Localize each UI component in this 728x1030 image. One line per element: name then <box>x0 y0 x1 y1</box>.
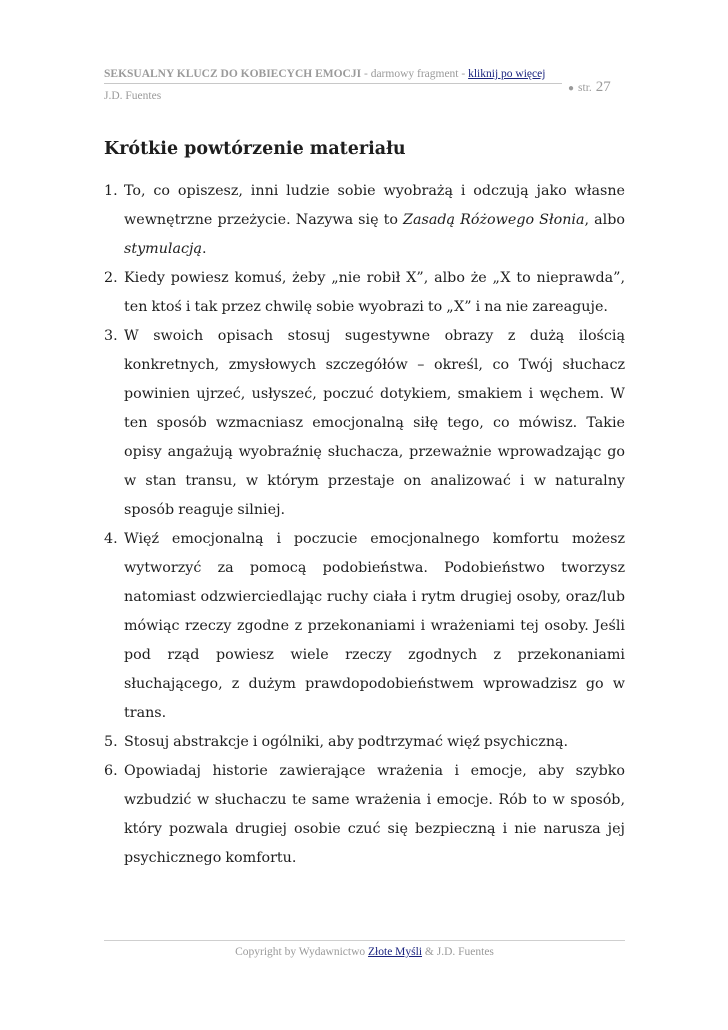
page-number-box <box>568 78 611 96</box>
footer-copyright: Copyright by Wydawnictwo <box>235 946 369 958</box>
list-item <box>104 322 625 525</box>
list-item-text: Opowiadaj historie zawierające wrażenia i emocje, aby szybko wzbudzić w słuchaczu te same wrażenia i emocje. Rób to w sposób, który pozwala drugiej osobie czuć się bezpieczną i nie narusza jej psychicznego komfortu. <box>124 763 625 866</box>
header-separator: - <box>361 68 371 80</box>
list-item <box>104 264 625 322</box>
section-title: Krótkie powtórzenie materiału <box>104 139 406 159</box>
footer-author: & J.D. Fuentes <box>422 946 494 958</box>
header-title-line <box>104 68 562 84</box>
list-item-text: Stosuj abstrakcje i ogólniki, aby podtrzymać więź psychiczną. <box>124 734 569 750</box>
list-item <box>104 177 625 264</box>
emphasis-term: stymulacją <box>124 241 202 257</box>
list-item-text: Więź emocjonalną i poczucie emocjonalnego komfortu możesz wytworzyć za pomocą podobieństwa. Podobieństwo tworzysz natomiast odzwierciedlając ruchy ciała i rytm drugiej osoby, oraz/lub mówiąc rzeczy zgodne z przekonaniami i wrażeniami tej osoby. Jeśli pod rząd powiesz wiele rzeczy zgodnych z przekonaniami słuchającego, z dużym prawdopodobieństwem wprowadzisz go w trans. <box>124 531 625 721</box>
footer-divider <box>104 940 625 941</box>
list-item-number: 3. <box>104 328 118 344</box>
list-item-number: 1. <box>104 183 118 199</box>
list-item <box>104 525 625 728</box>
publisher-link[interactable]: Złote Myśli <box>368 946 423 958</box>
header-separator-2: - <box>458 68 469 80</box>
list-item <box>104 728 625 757</box>
list-item-number: 6. <box>104 763 118 779</box>
list-item-number: 2. <box>104 270 118 286</box>
bullet-icon: ● <box>568 83 575 94</box>
page-header <box>104 68 628 102</box>
page-footer <box>104 946 625 958</box>
list-item-text <box>124 183 625 257</box>
list-item-number: 5. <box>104 734 118 750</box>
text-run: To, co opiszesz, inni ludzie sobie wyobrażą i odczują jako własne wewnętrzne przeżycie. Nazywa się to <box>124 183 625 228</box>
header-author: J.D. Fuentes <box>104 90 162 102</box>
page-number: 27 <box>595 79 611 95</box>
list-item-number: 4. <box>104 531 118 547</box>
text-run: , albo <box>584 212 625 228</box>
more-link[interactable]: kliknij po więcej <box>468 68 546 80</box>
list-item-text: Kiedy powiesz komuś, żeby „nie robił X”, albo że „X to nieprawda”, ten ktoś i tak przez chwilę sobie wyobrazi to „X” i na nie zareaguje. <box>124 270 625 315</box>
summary-list <box>104 177 625 873</box>
book-title: SEKSUALNY KLUCZ DO KOBIECYCH EMOCJI <box>104 68 362 80</box>
emphasis-term: Zasadą Różowego Słonia <box>403 212 585 228</box>
list-item <box>104 757 625 873</box>
fragment-label: darmowy fragment <box>370 68 459 80</box>
list-item-text: W swoich opisach stosuj sugestywne obrazy z dużą ilością konkretnych, zmysłowych szczegółów – określ, co Twój słuchacz powinien ujrzeć, usłyszeć, poczuć dotykiem, smakiem i węchem. W ten sposób wzmacniasz emocjonalną siłę tego, co mówisz. Takie opisy angażują wyobraźnię słuchacza, przeważnie wprowadzając go w stan transu, w którym przestaje on analizować i w naturalny sposób reaguje silniej. <box>124 328 625 518</box>
text-run: . <box>201 241 207 257</box>
page-label: str. <box>578 82 592 94</box>
